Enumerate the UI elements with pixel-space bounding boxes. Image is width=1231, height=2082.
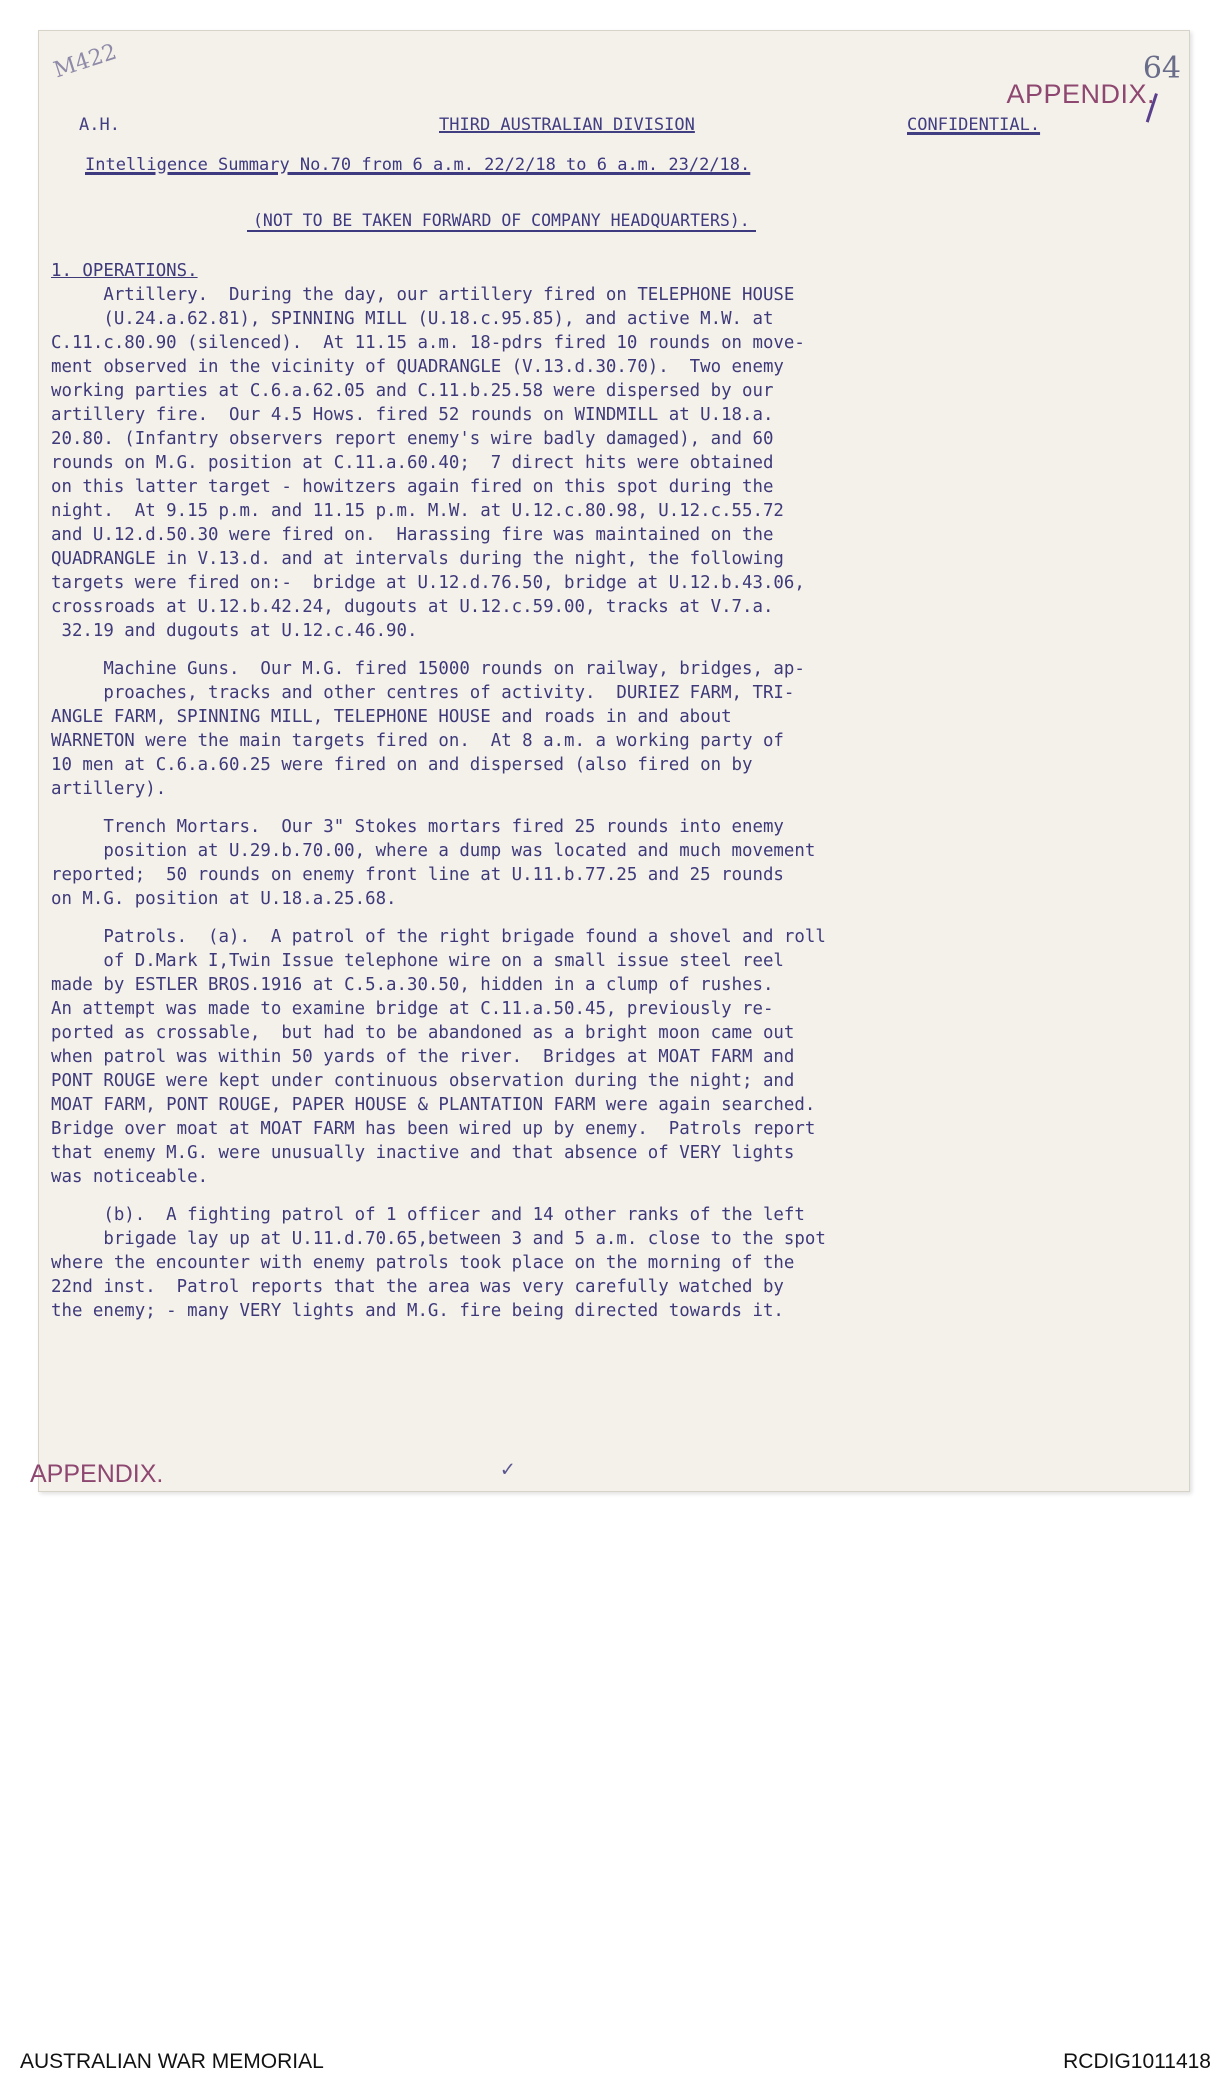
text-line: on this latter target - howitzers again fired on this spot during the xyxy=(51,477,774,497)
text-line: 20.80. (Infantry observers report enemy's wire badly damaged), and 60 xyxy=(51,429,774,449)
text-line: ported as crossable, but had to be abandoned as a bright moon came out xyxy=(51,1023,795,1043)
text-line: brigade lay up at U.11.d.70.65,between 3 and 5 a.m. close to the spot xyxy=(51,1229,826,1249)
text-line: the enemy; - many VERY lights and M.G. fire being directed towards it. xyxy=(51,1301,784,1321)
archive-id: RCDIG1011418 xyxy=(1063,2050,1211,2073)
text-line: MOAT FARM, PONT ROUGE, PAPER HOUSE & PLANTATION FARM were again searched. xyxy=(51,1095,816,1115)
text-line: 32.19 and dugouts at U.12.c.46.90. xyxy=(51,621,418,641)
text-line: night. At 9.15 p.m. and 11.15 p.m. M.W. at U.12.c.80.98, U.12.c.55.72 xyxy=(51,501,784,521)
text-line: C.11.c.80.90 (silenced). At 11.15 a.m. 18-pdrs fired 10 rounds on move- xyxy=(51,333,805,353)
not-forward-notice: (NOT TO BE TAKEN FORWARD OF COMPANY HEADQUARTERS). xyxy=(247,211,756,232)
paragraph-gap xyxy=(51,643,1171,657)
paragraph-gap xyxy=(51,1189,1171,1203)
text-line: reported; 50 rounds on enemy front line at U.11.b.77.25 and 25 rounds xyxy=(51,865,784,885)
paragraph-gap xyxy=(51,911,1171,925)
text-line: on M.G. position at U.18.a.25.68. xyxy=(51,889,397,909)
appendix-stamp-top: APPENDIX. xyxy=(1006,79,1155,109)
document-sheet xyxy=(38,30,1190,1492)
text-line: ANGLE FARM, SPINNING MILL, TELEPHONE HOUSE and roads in and about xyxy=(51,707,732,727)
text-line: PONT ROUGE were kept under continuous observation during the night; and xyxy=(51,1071,795,1091)
text-line: QUADRANGLE in V.13.d. and at intervals during the night, the following xyxy=(51,549,784,569)
confidential-label: CONFIDENTIAL. xyxy=(907,115,1041,135)
text-line: artillery fire. Our 4.5 Hows. fired 52 rounds on WINDMILL at U.18.a. xyxy=(51,405,774,425)
text-line: Machine Guns. Our M.G. fired 15000 rounds on railway, bridges, ap- xyxy=(51,659,805,679)
archive-credit: AUSTRALIAN WAR MEMORIAL xyxy=(20,2050,324,2073)
text-line: when patrol was within 50 yards of the river. Bridges at MOAT FARM and xyxy=(51,1047,795,1067)
folio-number: 64 xyxy=(1142,51,1181,86)
text-line: position at U.29.b.70.00, where a dump was located and much movement xyxy=(51,841,816,861)
text-line: 22nd inst. Patrol reports that the area was very carefully watched by xyxy=(51,1277,784,1297)
text-line: targets were fired on:- bridge at U.12.d.76.50, bridge at U.12.b.43.06, xyxy=(51,573,805,593)
text-line: proaches, tracks and other centres of activity. DURIEZ FARM, TRI- xyxy=(51,683,795,703)
division-heading: THIRD AUSTRALIAN DIVISION xyxy=(439,115,695,135)
text-line: was noticeable. xyxy=(51,1167,209,1187)
text-line: rounds on M.G. position at C.11.a.60.40; 7 direct hits were obtained xyxy=(51,453,774,473)
paragraph-gap xyxy=(51,801,1171,815)
tick-mark: ✓ xyxy=(501,1457,515,1482)
text-line: WARNETON were the main targets fired on. At 8 a.m. a working party of xyxy=(51,731,784,751)
text-line: An attempt was made to examine bridge at C.11.a.50.45, previously re- xyxy=(51,999,774,1019)
text-line: Artillery. During the day, our artillery fired on TELEPHONE HOUSE xyxy=(51,285,795,305)
text-line: (b). A fighting patrol of 1 officer and 14 other ranks of the left xyxy=(51,1205,805,1225)
document-body xyxy=(51,259,1171,1323)
header-initials: A.H. xyxy=(79,115,120,135)
text-line: Bridge over moat at MOAT FARM has been wired up by enemy. Patrols report xyxy=(51,1119,816,1139)
summary-title: Intelligence Summary No.70 from 6 a.m. 22/2/18 to 6 a.m. 23/2/18. xyxy=(85,155,751,175)
text-line: Trench Mortars. Our 3" Stokes mortars fired 25 rounds into enemy xyxy=(51,817,784,837)
text-line: working parties at C.6.a.62.05 and C.11.b.25.58 were dispersed by our xyxy=(51,381,774,401)
text-line: crossroads at U.12.b.42.24, dugouts at U.12.c.59.00, tracks at V.7.a. xyxy=(51,597,774,617)
text-line: (U.24.a.62.81), SPINNING MILL (U.18.c.95.85), and active M.W. at xyxy=(51,309,774,329)
text-line: where the encounter with enemy patrols took place on the morning of the xyxy=(51,1253,795,1273)
text-line: 1. OPERATIONS. xyxy=(51,261,198,281)
text-line: artillery). xyxy=(51,779,167,799)
text-line: made by ESTLER BROS.1916 at C.5.a.30.50, hidden in a clump of rushes. xyxy=(51,975,774,995)
page-reference: M422 xyxy=(50,39,120,84)
text-line: of D.Mark I,Twin Issue telephone wire on a small issue steel reel xyxy=(51,951,784,971)
text-line: Patrols. (a). A patrol of the right brigade found a shovel and roll xyxy=(51,927,826,947)
text-line: and U.12.d.50.30 were fired on. Harassing fire was maintained on the xyxy=(51,525,774,545)
text-line: 10 men at C.6.a.60.25 were fired on and dispersed (also fired on by xyxy=(51,755,753,775)
text-line: that enemy M.G. were unusually inactive and that absence of VERY lights xyxy=(51,1143,795,1163)
appendix-stamp-bottom: APPENDIX. xyxy=(30,1460,164,1488)
text-line: ment observed in the vicinity of QUADRANGLE (V.13.d.30.70). Two enemy xyxy=(51,357,784,377)
